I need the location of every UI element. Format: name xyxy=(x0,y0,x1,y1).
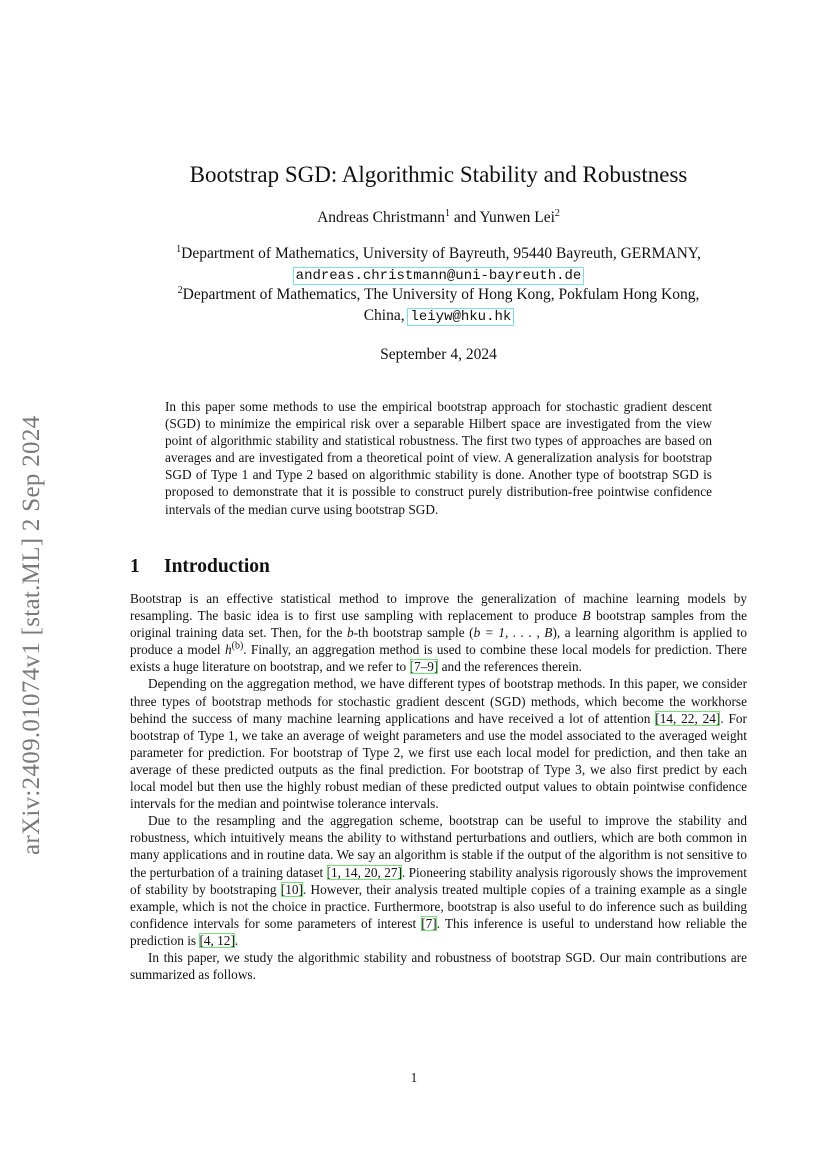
math-variable: h xyxy=(224,642,232,658)
text-run: . xyxy=(234,932,239,948)
text-run: . Pioneering stability analysis rigorously shows the improvement of stability by bootstraping xyxy=(130,864,747,897)
text-run: Bootstrap is an effective statistical method to improve the generalization of machine learning models by resampling. The basic idea is to first use sampling with replacement to produce xyxy=(130,591,747,624)
citation-link[interactable]: [10] xyxy=(280,881,303,897)
section-number: 1 xyxy=(130,556,140,577)
affiliation-text: Department of Mathematics, The University of Hong Kong, Pokfulam Hong Kong, xyxy=(182,286,700,303)
text-run: ), a learning algorithm is applied to produce a model xyxy=(130,625,747,658)
page-number: 1 xyxy=(410,1070,418,1085)
text-run: -th bootstrap sample ( xyxy=(353,625,474,641)
text-run: . For bootstrap of Type 1, we take an average of weight parameters and use the model associated to the averaged weight parameter for prediction. For bootstrap of Type 2, we first use each local model for prediction, and then take an average of these predicted outputs as the final prediction. For bootstrap of Type 3, we also first predict by each local model but then use the highly robust median of these predicted output values to obtain pointwise confidence intervals for the median and pointwise tolerance intervals. xyxy=(130,710,747,812)
affiliation-mark: 1 xyxy=(444,207,450,219)
citation-link[interactable]: [7] xyxy=(421,915,437,931)
affiliation xyxy=(130,243,747,287)
affiliation-mark: 2 xyxy=(554,207,560,219)
affiliation-text: Department of Mathematics, University of Bayreuth, 95440 Bayreuth, GERMANY, xyxy=(181,245,701,262)
author-name: Yunwen Lei xyxy=(479,209,555,226)
author-list xyxy=(130,208,747,228)
paragraph xyxy=(130,590,747,675)
paragraph xyxy=(130,675,747,812)
affiliation xyxy=(130,284,747,328)
paper-date: September 4, 2024 xyxy=(380,346,497,363)
affiliation-mark: 2 xyxy=(177,284,183,296)
math-variable: b xyxy=(346,625,354,641)
paragraph xyxy=(130,812,747,949)
body-text xyxy=(130,590,747,983)
paragraph: In this paper, we study the algorithmic stability and robustness of bootstrap SGD. Our main contributions are summarized as follows. xyxy=(130,949,747,983)
affiliation-text: China, xyxy=(363,307,405,324)
text-run: Depending on the aggregation method, we have different types of bootstrap methods. In this paper, we consider three types of bootstrap methods for stochastic gradient descent (SGD) methods, which become the workhorse behind the success of many machine learning applications and have received a lot of attention xyxy=(130,676,747,726)
affiliation-mark: 1 xyxy=(176,243,182,255)
citation-link[interactable]: [14, 22, 24] xyxy=(655,710,721,726)
math-superscript: (b) xyxy=(231,640,244,652)
section-heading xyxy=(130,555,270,579)
email-link[interactable]: leiyw@hku.hk xyxy=(410,309,512,325)
text-run: . This inference is useful to understand how reliable the prediction is xyxy=(130,915,747,948)
citation-link[interactable]: [4, 12] xyxy=(199,932,235,948)
paper-title: Bootstrap SGD: Algorithmic Stability and Robustness xyxy=(189,162,688,187)
text-run: Due to the resampling and the aggregation scheme, bootstrap can be useful to improve the stability and robustness, which intuitively means the ability to withstand perturbations and outliers, which are both common in many applications and in routine data. We say an algorithm is stable if the output of the algorithm is not sensitive to the perturbation of a training dataset xyxy=(130,813,747,880)
author-name: Andreas Christmann xyxy=(317,209,445,226)
text-run: bootstrap samples from the original training data set. Then, for the xyxy=(130,608,748,641)
citation-link[interactable]: [1, 14, 20, 27] xyxy=(326,864,402,880)
citation-link[interactable]: [7–9] xyxy=(409,659,439,675)
math-variable: B xyxy=(582,608,591,624)
text-run: and the references therein. xyxy=(438,659,582,675)
abstract: In this paper some methods to use the empirical bootstrap approach for stochastic gradient descent (SGD) to minimize the empirical risk over a separable Hilbert space are investigated from the view point of algorithmic stability and statistical robustness. The first two types of approaches are based on averages and are investigated from a theoretical point of view. A generalization analysis for bootstrap SGD of Type 1 and Type 2 based on algorithmic stability is done. Another type of bootstrap SGD is proposed to demonstrate that it is possible to construct purely distribution-free pointwise confidence intervals of the median curve using bootstrap SGD. xyxy=(165,399,712,517)
text-run: . However, their analysis treated multiple copies of a training example as a single example, which is not the choice in practice. Furthermore, bootstrap is also useful to do inference such as building confidence intervals for some parameters of interest xyxy=(130,881,748,931)
author-conjunction: and xyxy=(453,209,477,226)
email-link[interactable]: andreas.christmann@uni-bayreuth.de xyxy=(295,268,582,284)
text-run: . Finally, an aggregation method is used to combine these local models for prediction. There exists a huge literature on bootstrap, and we refer to xyxy=(130,642,747,675)
section-title: Introduction xyxy=(164,556,270,577)
arxiv-identifier: arXiv:2409.01074v1 [stat.ML] 2 Sep 2024 xyxy=(18,415,45,855)
math-expression: b = 1, . . . , B xyxy=(473,625,553,641)
